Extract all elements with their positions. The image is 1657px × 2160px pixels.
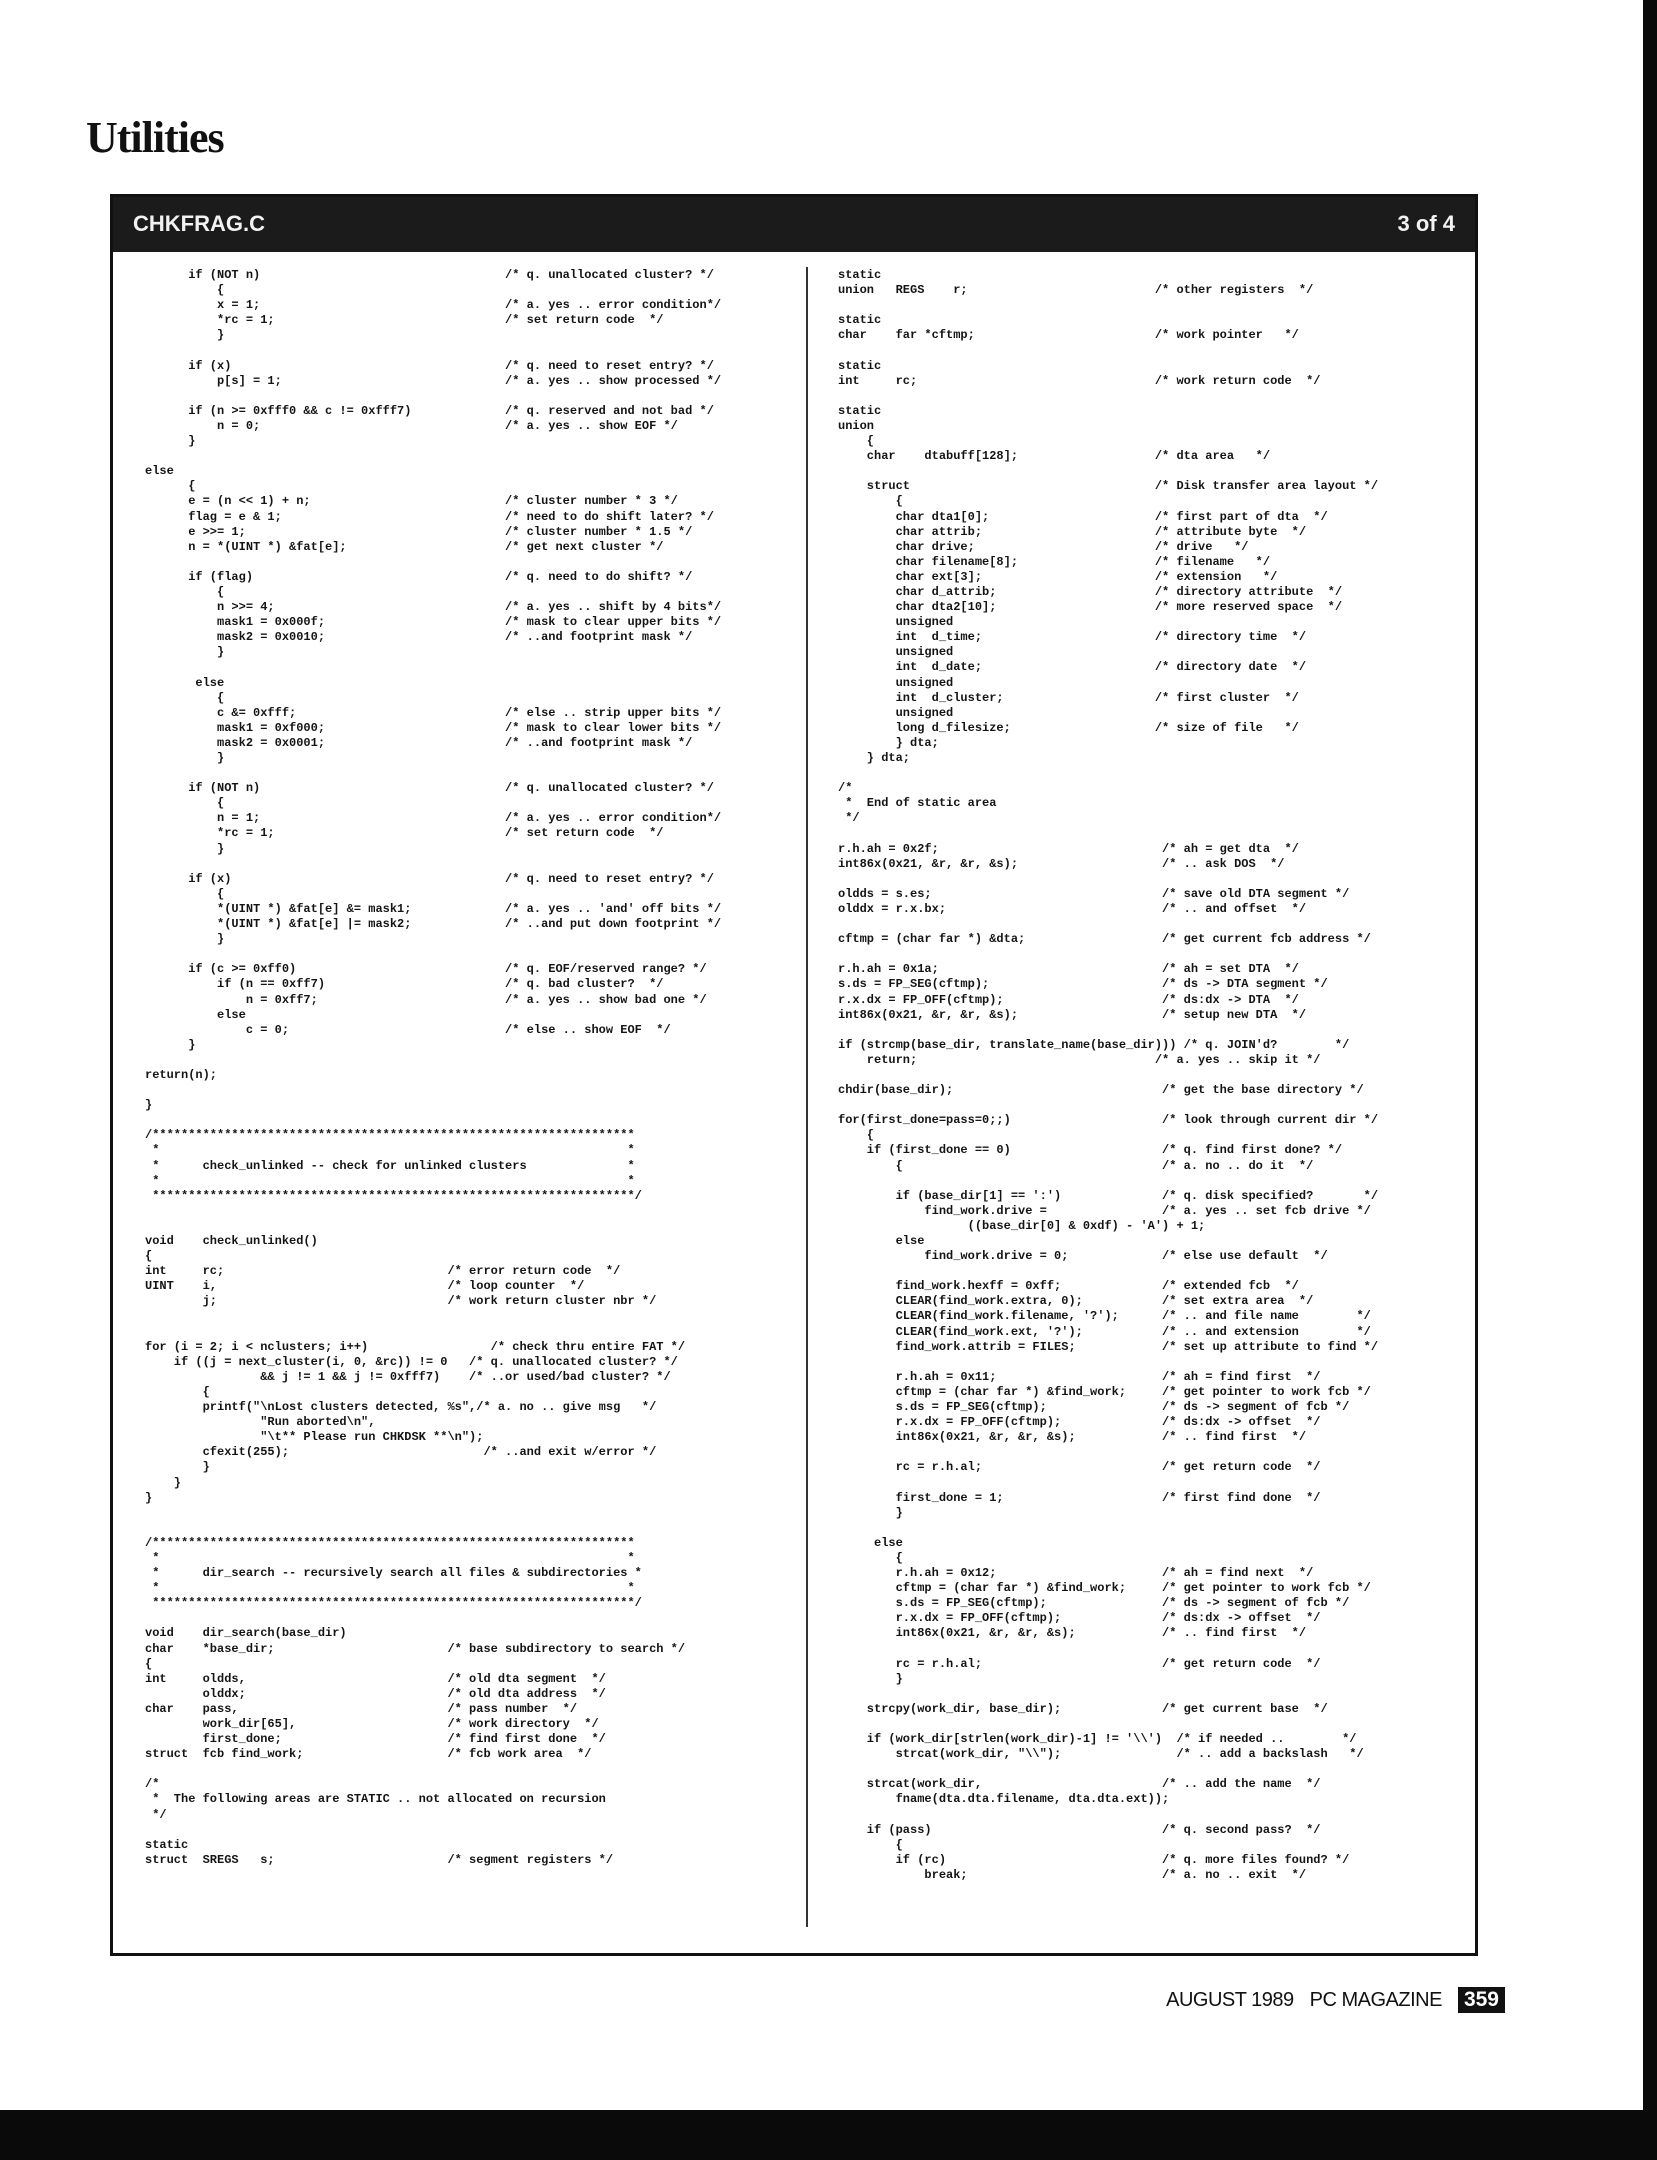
column-divider — [806, 267, 808, 1927]
footer-magazine-name: PC MAGAZINE — [1309, 1988, 1442, 2011]
section-title: Utilities — [86, 113, 224, 162]
page-number-badge: 359 — [1458, 1987, 1505, 2013]
listing-page-indicator: 3 of 4 — [1397, 211, 1455, 236]
listing-header — [113, 197, 1475, 252]
code-listing — [110, 194, 1478, 1956]
page-footer — [1166, 1985, 1505, 2015]
page-right-edge — [1643, 0, 1657, 2160]
code-column-left: if (NOT n) /* q. unallocated cluster? */ { x = 1; /* a. yes .. error condition*/ *rc = 1; /* set return code */ } if (x) /* q. need to reset entry? */ p[s] = 1; /* a. yes .. show processed */ if (n >= 0xfff0 && c != 0xfff7) /* q. reserved and not bad */ n = 0; /* a. yes .. show EOF */ } else { e = (n << 1) + n; /* cluster number * 3 */ flag = e & 1; /* need to do shift later? */ e >>= 1; /* cluster number * 1.5 */ n = *(UINT *) &fat[e]; /* get next cluster */ if (flag) /* q. need to do shift? */ { n >>= 4; /* a. yes .. shift by 4 bits*/ mask1 = 0x000f; /* mask to clear upper bits */ mask2 = 0x0010; /* ..and footprint mask */ } else { c &= 0xfff; /* else .. strip upper bits */ mask1 = 0xf000; /* mask to clear lower bits */ mask2 = 0x0001; /* ..and footprint mask */ } if (NOT n) /* q. unallocated cluster? */ { n = 1; /* a. yes .. error condition*/ *rc = 1; /* set return code */ } if (x) /* q. need to reset entry? */ { *(UINT *) &fat[e] &= mask1; /* a. yes .. 'and' off bits */ *(UINT *) &fat[e] |= mask2; /* ..and put down footprint */ } if (c >= 0xff0) /* q. EOF/reserved range? */ if (n == 0xff7) /* q. bad cluster? */ n = 0xff7; /* a. yes .. show bad one */ else c = 0; /* else .. show EOF */ } return(n); } /******************************************************************* * * * check_unlinked -- check for unlinked clusters * * * *******************************************************************/ void check_unlinked() { int rc; /* error return code */ UINT i, /* loop counter */ j; /* work return cluster nbr */ for (i = 2; i < nclusters; i++) /* check thru entire FAT */ if ((j = next_cluster(i, 0, &rc)) != 0 /* q. unallocated cluster? */ && j != 1 && j != 0xfff7) /* ..or used/bad cluster? */ { printf("\nLost clusters detected, %s",/* a. no .. give msg */ "Run aborted\n", "\t** Please run CHKDSK **\n"); cfexit(255); /* ..and exit w/error */ } } } /******************************************************************* * * * dir_search -- recursively search all files & subdirectories * * * *******************************************************************/ void dir_search(base_dir) char *base_dir; /* base subdirectory to search */ { int oldds, /* old dta segment */ olddx; /* old dta address */ char pass, /* pass number */ work_dir[65], /* work directory */ first_done; /* find first done */ struct fcb find_work; /* fcb work area */ /* * The following areas are STATIC .. not allocated on recursion */ static struct SREGS s; /* segment registers */ — [145, 268, 722, 1867]
code-column-right: static union REGS r; /* other registers */ static char far *cftmp; /* work pointer */ static int rc; /* work return code */ static union { char dtabuff[128]; /* dta area */ struct /* Disk transfer area layout */ { char dta1[0]; /* first part of dta */ char attrib; /* attribute byte */ char drive; /* drive */ char filename[8]; /* filename */ char ext[3]; /* extension */ char d_attrib; /* directory attribute */ char dta2[10]; /* more reserved space */ unsigned int d_time; /* directory time */ unsigned int d_date; /* directory date */ unsigned int d_cluster; /* first cluster */ unsigned long d_filesize; /* size of file */ } dta; } dta; /* * End of static area */ r.h.ah = 0x2f; /* ah = get dta */ int86x(0x21, &r, &r, &s); /* .. ask DOS */ oldds = s.es; /* save old DTA segment */ olddx = r.x.bx; /* .. and offset */ cftmp = (char far *) &dta; /* get current fcb address */ r.h.ah = 0x1a; /* ah = set DTA */ s.ds = FP_SEG(cftmp); /* ds -> DTA segment */ r.x.dx = FP_OFF(cftmp); /* ds:dx -> DTA */ int86x(0x21, &r, &r, &s); /* setup new DTA */ if (strcmp(base_dir, translate_name(base_dir))) /* q. JOIN'd? */ return; /* a. yes .. skip it */ chdir(base_dir); /* get the base directory */ for(first_done=pass=0;;) /* look through current dir */ { if (first_done == 0) /* q. find first done? */ { /* a. no .. do it */ if (base_dir[1] == ':') /* q. disk specified? */ find_work.drive = /* a. yes .. set fcb drive */ ((base_dir[0] & 0xdf) - 'A') + 1; else find_work.drive = 0; /* else use default */ find_work.hexff = 0xff; /* extended fcb */ CLEAR(find_work.extra, 0); /* set extra area */ CLEAR(find_work.filename, '?'); /* .. and file name */ CLEAR(find_work.ext, '?'); /* .. and extension */ find_work.attrib = FILES; /* set up attribute to find */ r.h.ah = 0x11; /* ah = find first */ cftmp = (char far *) &find_work; /* get pointer to work fcb */ s.ds = FP_SEG(cftmp); /* ds -> segment of fcb */ r.x.dx = FP_OFF(cftmp); /* ds:dx -> offset */ int86x(0x21, &r, &r, &s); /* .. find first */ rc = r.h.al; /* get return code */ first_done = 1; /* first find done */ } else { r.h.ah = 0x12; /* ah = find next */ cftmp = (char far *) &find_work; /* get pointer to work fcb */ s.ds = FP_SEG(cftmp); /* ds -> segment of fcb */ r.x.dx = FP_OFF(cftmp); /* ds:dx -> offset */ int86x(0x21, &r, &r, &s); /* .. find first */ rc = r.h.al; /* get return code */ } strcpy(work_dir, base_dir); /* get current base */ if (work_dir[strlen(work_dir)-1] != '\\') /* if needed .. */ strcat(work_dir, "\\"); /* .. add a backslash */ strcat(work_dir, /* .. add the name */ fname(dta.dta.filename, dta.dta.ext)); if (pass) /* q. second pass? */ { if (rc) /* q. more files found? */ break; /* a. no .. exit */ — [838, 268, 1379, 1882]
footer-issue-date: AUGUST 1989 — [1166, 1988, 1294, 2011]
page-bottom-edge — [0, 2110, 1657, 2160]
listing-filename: CHKFRAG.C — [133, 211, 265, 236]
